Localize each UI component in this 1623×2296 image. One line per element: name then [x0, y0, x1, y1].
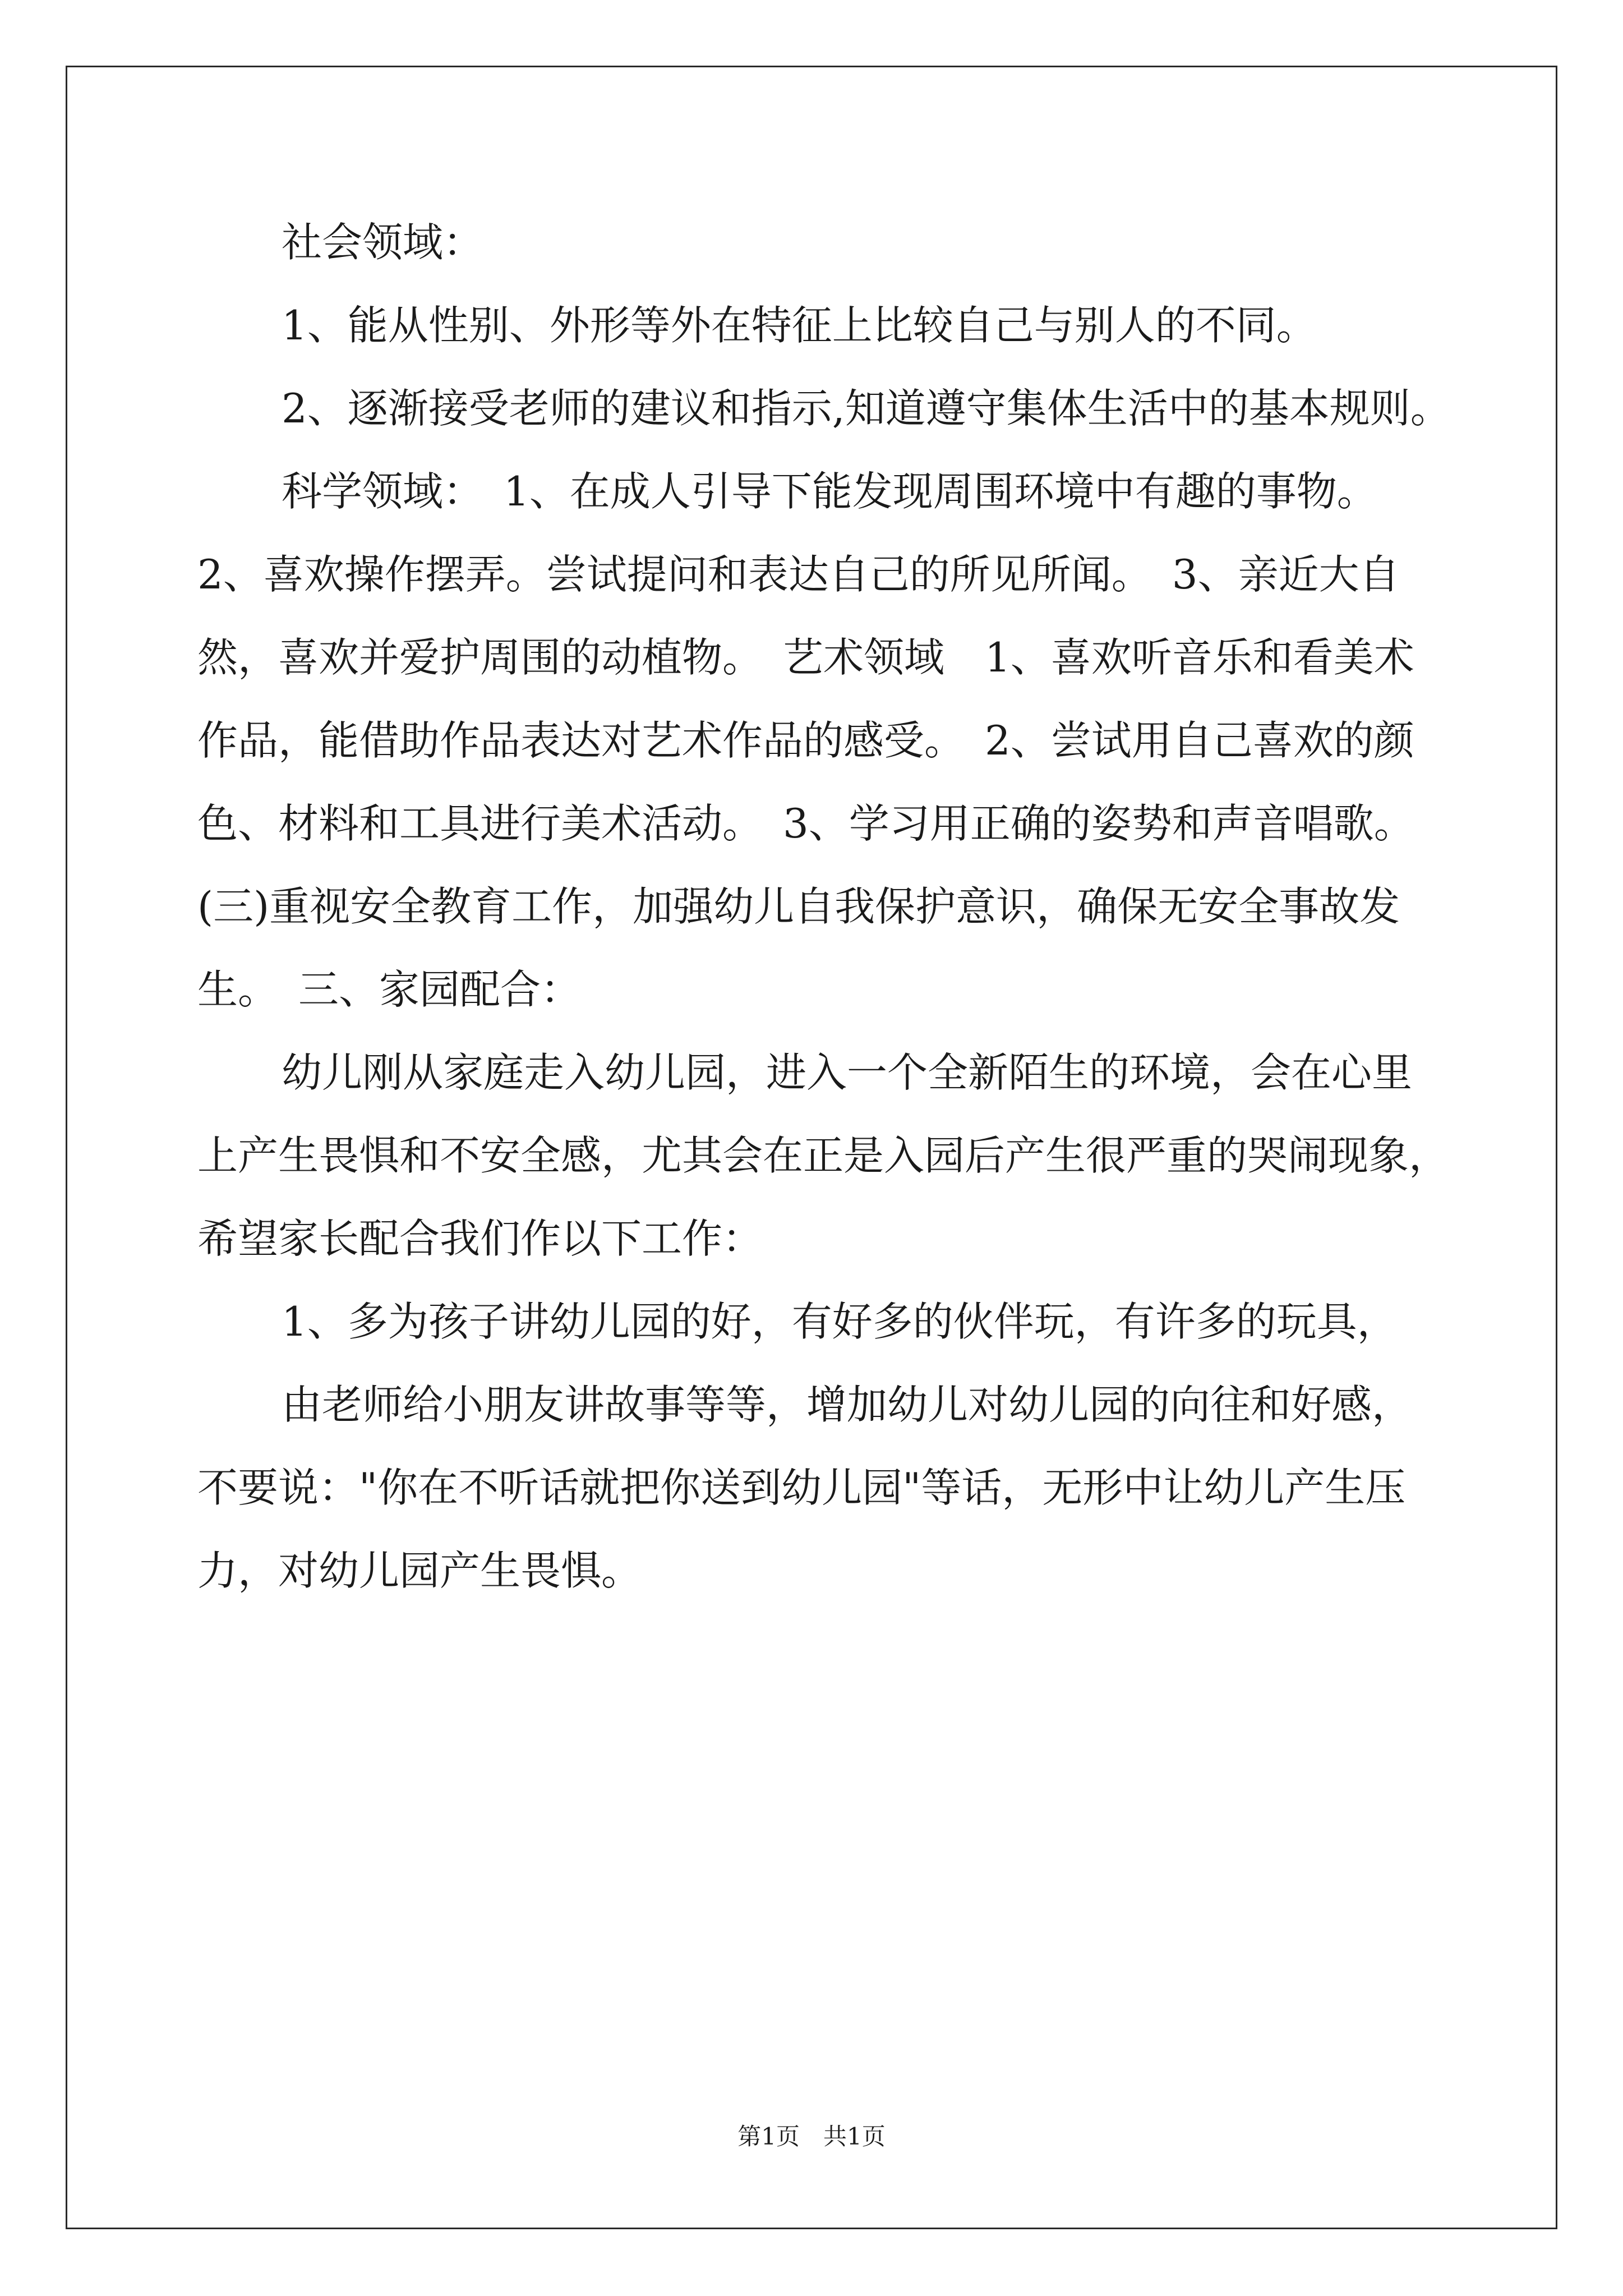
page-number-footer: 第1页 共1页: [737, 2123, 886, 2150]
text-line: 不要说："你在不听话就把你送到幼儿园"等话，无形中让幼儿产生压: [197, 1464, 1406, 1511]
text-line: 然，喜欢并爱护周围的动植物。 艺术领域 1、喜欢听音乐和看美术: [197, 634, 1414, 681]
text-line: 幼儿刚从家庭走入幼儿园，进入一个全新陌生的环境，会在心里: [282, 1049, 1413, 1096]
text-line: 2、喜欢操作摆弄。尝试提问和表达自己的所见所闻。 3、亲近大自: [197, 551, 1400, 598]
text-line: 社会领域：: [282, 219, 484, 266]
text-line: 希望家长配合我们作以下工作：: [197, 1215, 763, 1262]
text-line: 上产生畏惧和不安全感，尤其会在正是入园后产生很严重的哭闹现象，: [197, 1132, 1450, 1179]
text-line: (三)重视安全教育工作，加强幼儿自我保护意识，确保无安全事故发: [197, 883, 1400, 930]
text-line: 色、材料和工具进行美术活动。 3、学习用正确的姿势和声音唱歌。: [197, 800, 1414, 847]
text-line: 作品，能借助作品表达对艺术作品的感受。 2、尝试用自己喜欢的颜: [197, 717, 1414, 764]
text-line: 由老师给小朋友讲故事等等，增加幼儿对幼儿园的向往和好感，: [282, 1381, 1413, 1428]
text-line: 1、多为孩子讲幼儿园的好，有好多的伙伴玩，有许多的玩具，: [282, 1298, 1398, 1345]
text-line: 生。 三、家园配合：: [197, 966, 582, 1013]
text-line: 1、能从性别、外形等外在特征上比较自己与别人的不同。: [282, 302, 1317, 349]
text-line: 2、逐渐接受老师的建议和指示,知道遵守集体生活中的基本规则。: [282, 385, 1451, 432]
text-line: 科学领域： 1、在成人引导下能发现周围环境中有趣的事物。: [282, 468, 1377, 515]
text-line: 力，对幼儿园产生畏惧。: [197, 1547, 642, 1594]
